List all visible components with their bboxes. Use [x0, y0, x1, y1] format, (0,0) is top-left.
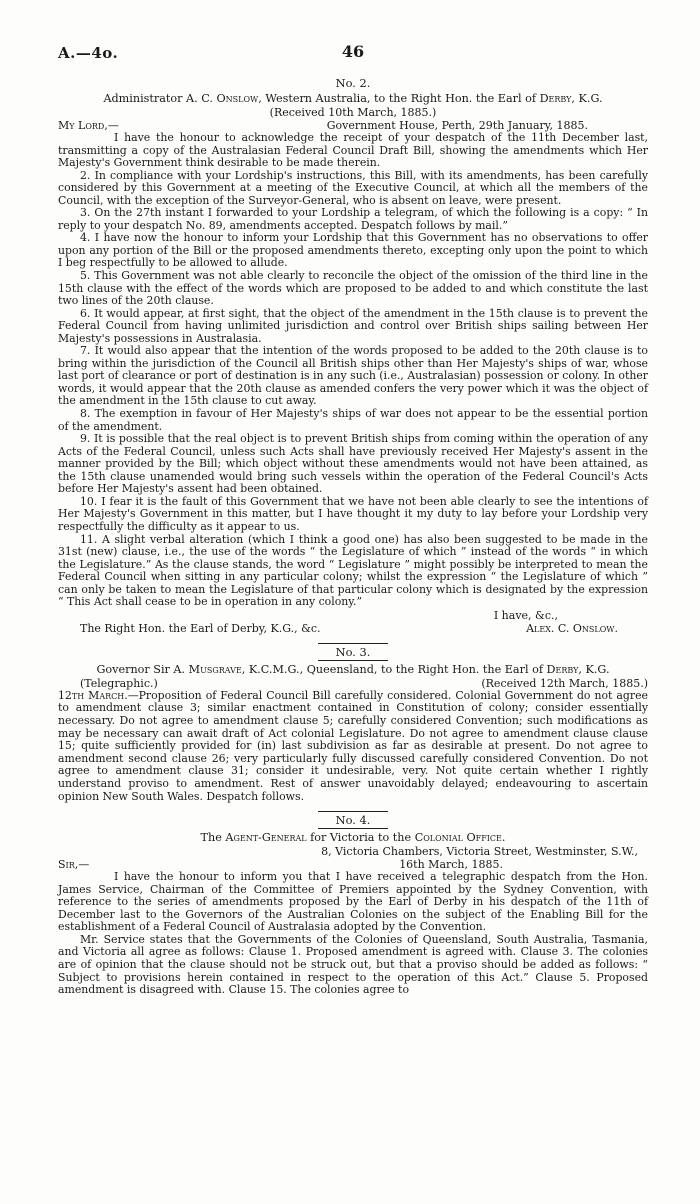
doc2-signature-row — [58, 622, 648, 635]
parliamentary-reference: A.—4o. — [58, 44, 119, 62]
doc4-paragraph: Mr. Service states that the Governments of the Colonies of Queensland, South Australia, Tasmania, and Victoria all agree as follows: Clause 1. Proposed amendment is agreed with. Clause 3. The colonies are of opinion that the clause should not be struck out, but that a proviso should be added as follows: “ Subject to provisions herein contained in respect to the operation of this Act.” Clause 5. Proposed amendment is disagreed with. Clause 15. The colonies agree to — [58, 932, 648, 997]
document-page — [58, 40, 648, 997]
doc2-number: No. 2. — [335, 76, 371, 90]
doc2-addressee: The Right Hon. the Earl of Derby, K.G., &c. — [80, 621, 321, 635]
doc4-date: 16th March, 1885. — [399, 858, 503, 872]
doc4-salutation: Sir,— — [58, 858, 90, 872]
doc3-date-lead: 12th March. — [58, 688, 128, 702]
doc2-paragraph: I have the honour to acknowledge the receipt of your despatch of the 11th December last, transmitting a copy of the Australasian Federal Council Draft Bill, showing the amendments which Her Majesty's Government think desirable to be made therein. — [58, 131, 648, 170]
doc2-paragraph: 2. In compliance with your Lordship's instructions, this Bill, with its amendments, has been carefully considered by this Government at a meeting of the Executive Council, at which all the members of the Council, with the exception of the Surveyor-General, who is absent on leave, were present. — [58, 168, 648, 207]
doc3-telegram-body: 12th March.—Proposition of Federal Council Bill carefully considered. Colonial Government do not agree to amendment clause 3; similar enactment contained in Constitution of colony; consider essentially necessary. Do not agree to amendment clause 5; carefully considered Convention; such modifications as may be necessary can await draft of Act colonial Legislature. Do not agree to amendment clause clause 15; quite sufficiently provided for (in) last subdivision as far as desirable at present. Do not agree to amendment second clause 26; very particularly fully discussed carefully considered Convention. Do not agree to amendment clause 31; consider it undesirable, very. Not quite certain whether I rightly understand proviso to amendment. Rest of answer unavoidably delayed; endeavouring to ascertain opinion New South Wales. Despatch follows. — [58, 688, 648, 803]
doc2-paragraph: 3. On the 27th instant I forwarded to your Lordship a telegram, of which the following is a copy: “ In reply to your despatch No. 89, amendments accepted. Despatch follows by mail.” — [58, 206, 648, 232]
doc3-number-wrap — [58, 643, 648, 661]
doc2-salutation: My Lord,— — [58, 119, 119, 132]
page-header — [58, 40, 648, 68]
doc4-title: The Agent-General for Victoria to the Colonial Office. — [200, 831, 506, 845]
doc2-paragraph: 11. A slight verbal alteration (which I think a good one) has also been suggested to be made in the 31st (new) clause, i.e., the use of the words “ the Legislature of which ” instead of the words “ in which the Legislature.” As the clause stands, the word “ Legislature ” might possibly be interpreted to mean the Federal Council when sitting in any particular colony; whilst the expression “ the Legislature of which ” can only be taken to mean the Legislature of that particular colony which is designated by the expression “ This Act shall cease to be in operation in any colony.” — [58, 532, 648, 609]
doc2-received: (Received 10th March, 1885.) — [269, 106, 437, 119]
doc4-number-wrap — [58, 811, 648, 829]
doc2-paragraph: 7. It would also appear that the intention of the words proposed to be added to the 20th clause is to bring within the jurisdiction of the Council all British ships other than Her Majesty's ships of war, whose last port of clearance or port of destination is in any such (i.e., Australasian) possession or colony. In other words, it would appear that the 20th clause as amended confers the very power which it was the object of the amendment in the 15th clause to cut away. — [58, 344, 648, 408]
doc3-received: (Received 12th March, 1885.) — [481, 676, 648, 690]
doc2-paragraph: 4. I have now the honour to inform your Lordship that this Government has no observations to offer upon any portion of the Bill or the proposed amendments thereto, excepting only upon the point to which I beg respectfully to be allowed to allude. — [58, 231, 648, 270]
doc4-number: No. 4. — [318, 811, 389, 829]
doc2-place-date: Government House, Perth, 29th January, 1885. — [326, 119, 588, 132]
doc3-telegraphic: (Telegraphic.) — [80, 676, 158, 690]
doc4-paragraph: I have the honour to inform you that I have received a telegraphic despatch from the Hon. James Service, Chairman of the Committee of Premiers appointed by the Sydney Convention, with reference to the series of amendments proposed by the Earl of Derby in his despatch of the 11th of December last to the Governors of the Australian Colonies on the subject of the Enabling Bill for the establishment of a Federal Council of Australasia adopted by the Convention. — [58, 870, 648, 934]
doc2-title: Administrator A. C. Onslow, Western Australia, to the Right Hon. the Earl of Derby, K.G. — [103, 92, 603, 105]
doc2-paragraph: 9. It is possible that the real object is to prevent British ships from coming within the operation of any Acts of the Federal Council, unless such Acts shall have previously received Her Majesty's assent in the manner provided by the Bill; which object without these amendments would not have been attained, as the 15th clause unamended would bring such vessels within the operation of the Federal Council's Acts before Her Majesty's assent had been obtained. — [58, 432, 648, 496]
doc2-paragraph: 5. This Government was not able clearly to reconcile the object of the omission of the third line in the 15th clause with the effect of the words which are proposed to be added to and which constitute the last two lines of the 20th clause. — [58, 269, 648, 308]
page-number: 46 — [341, 42, 365, 61]
doc2-closing: I have, &c., — [493, 608, 558, 622]
doc2-signature: Alex. C. Onslow. — [526, 621, 618, 635]
doc2-paragraph: 10. I fear it is the fault of this Government that we have not been able clearly to see the intentions of Her Majesty's Government in this matter, but I have thought it my duty to lay before your Lordship very respectfully the difficulty as it appear to us. — [58, 494, 648, 533]
doc4-address: 8, Victoria Chambers, Victoria Street, Westminster, S.W., — [321, 845, 638, 859]
doc2-paragraph: 8. The exemption in favour of Her Majesty's ships of war does not appear to be the essential portion of the amendment. — [58, 407, 648, 433]
doc3-title: Governor Sir A. Musgrave, K.C.M.G., Queensland, to the Right Hon. the Earl of Derby, K.G. — [96, 662, 610, 676]
doc2-paragraph: 6. It would appear, at first sight, that the object of the amendment in the 15th clause is to prevent the Federal Council from having unlimited jurisdiction and control over British ships sailing between Her Majesty's possessions in Australasia. — [58, 306, 648, 345]
doc3-number: No. 3. — [318, 643, 389, 661]
